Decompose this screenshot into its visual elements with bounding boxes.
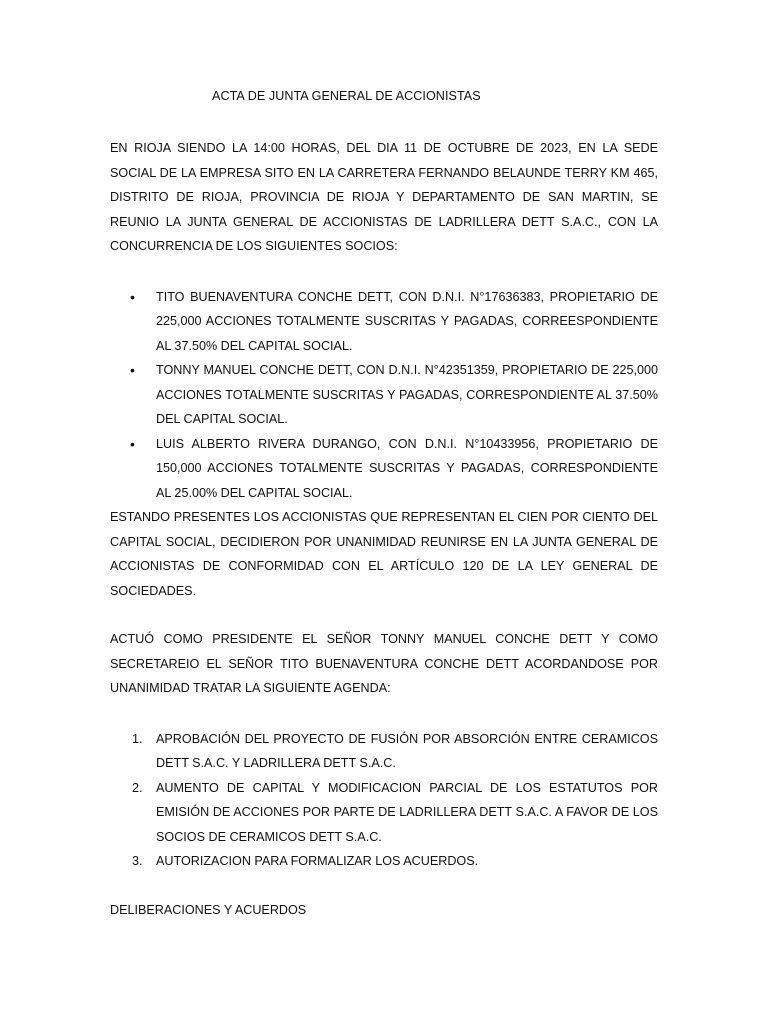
agenda-number: 3. (132, 854, 143, 868)
spacer (110, 874, 658, 898)
agenda-list (110, 727, 658, 874)
socios-list (110, 285, 658, 506)
presidente-paragraph: ACTUÓ COMO PRESIDENTE EL SEÑOR TONNY MANUEL CONCHE DETT Y COMO SECRETAREIO EL SEÑOR TITO BUENAVENTURA CONCHE DETT ACORDANDOSE POR UNANIMIDAD TRATAR LA SIGUIENTE AGENDA: (110, 632, 658, 695)
list-item (110, 776, 658, 850)
socio-text: TONNY MANUEL CONCHE DETT, CON D.N.I. N°42351359, PROPIETARIO DE 225,000 ACCIONES TOTALMENTE SUSCRITAS Y PAGADAS, CORRESPONDIENTE AL 37.50% DEL CAPITAL SOCIAL. (156, 363, 658, 426)
intro-paragraph: EN RIOJA SIENDO LA 14:00 HORAS, DEL DIA 11 DE OCTUBRE DE 2023, EN LA SEDE SOCIAL DE LA EMPRESA SITO EN LA CARRETERA FERNANDO BELAUNDE TERRY KM 465, DISTRITO DE RIOJA, PROVINCIA DE RIOJA Y DEPARTAMENTO DE SAN MARTIN, SE REUNIO LA JUNTA GENERAL DE ACCIONISTAS DE LADRILLERA DETT S.A.C., CON LA CONCURRENCIA DE LOS SIGUIENTES SOCIOS: (110, 141, 658, 253)
bullet-marker: • (130, 288, 135, 305)
section-heading: DELIBERACIONES Y ACUERDOS (110, 902, 307, 917)
spacer (110, 259, 658, 285)
agenda-text: AUMENTO DE CAPITAL Y MODIFICACION PARCIAL DE LOS ESTATUTOS POR EMISIÓN DE ACCIONES POR PARTE DE LADRILLERA DETT S.A.C. A FAVOR DE LOS SOCIOS DE CERAMICOS DETT S.A.C. (156, 780, 658, 844)
spacer (110, 603, 658, 627)
list-item (110, 432, 658, 506)
socio-text: LUIS ALBERTO RIVERA DURANGO, CON D.N.I. N°10433956, PROPIETARIO DE 150,000 ACCIONES TOTALMENTE SUSCRITAS Y PAGADAS, CORRESPONDIENTE AL 25.00% DEL CAPITAL SOCIAL. (156, 436, 658, 500)
agenda-number: 1. (132, 731, 143, 746)
spacer (110, 701, 658, 727)
agenda-number: 2. (132, 780, 143, 795)
agenda-text: APROBACIÓN DEL PROYECTO DE FUSIÓN POR ABSORCIÓN ENTRE CERAMICOS DETT S.A.C. Y LADRILLERA DETT S.A.C. (156, 731, 658, 770)
bullet-marker: • (130, 435, 135, 452)
bullet-marker: • (130, 362, 135, 378)
presentes-paragraph: ESTANDO PRESENTES LOS ACCIONISTAS QUE REPRESENTAN EL CIEN POR CIENTO DEL CAPITAL SOCIAL, DECIDIERON POR UNANIMIDAD REUNIRSE EN LA JUNTA GENERAL DE ACCIONISTAS DE CONFORMIDAD CON EL ARTÍCULO 120 DE LA LEY GENERAL DE SOCIEDADES. (110, 510, 658, 598)
agenda-text: AUTORIZACION PARA FORMALIZAR LOS ACUERDOS. (156, 854, 479, 868)
socio-text: TITO BUENAVENTURA CONCHE DETT, CON D.N.I. N°17636383, PROPIETARIO DE 225,000 ACCIONES TOTALMENTE SUSCRITAS Y PAGADAS, CORREESPONDIENTE AL 37.50% DEL CAPITAL SOCIAL. (156, 289, 658, 353)
document-body (110, 84, 658, 922)
list-item (110, 285, 658, 359)
list-item (110, 358, 658, 432)
list-item (110, 849, 658, 874)
list-item (110, 727, 658, 776)
document-title: ACTA DE JUNTA GENERAL DE ACCIONISTAS (212, 89, 481, 103)
